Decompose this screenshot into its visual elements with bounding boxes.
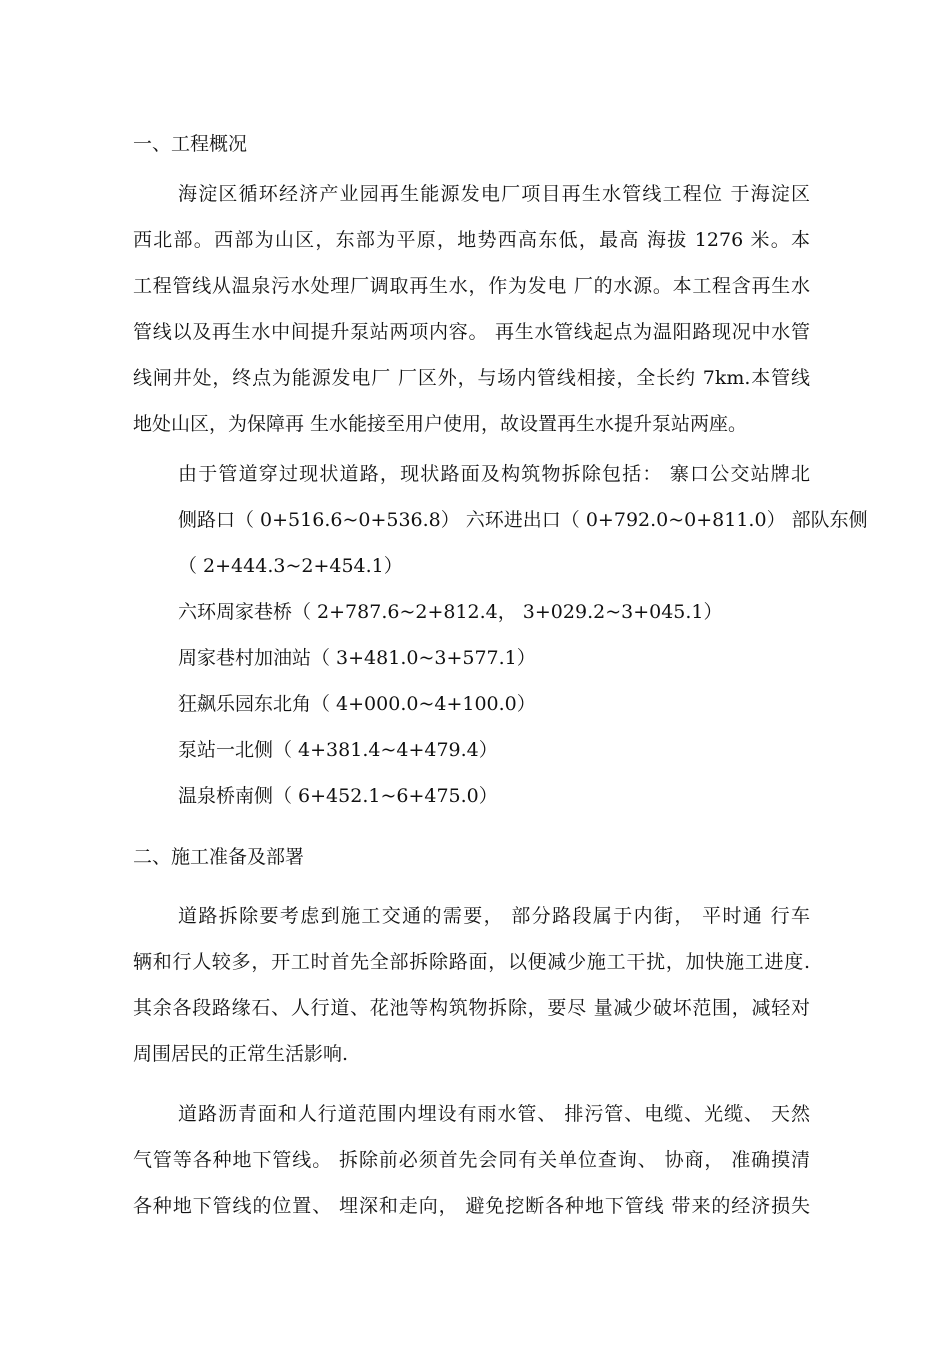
paragraph-line: 管线以及再生水中间提升泵站两项内容。 再生水管线起点为温阳路现况中水管 — [133, 321, 810, 343]
paragraph-line: 辆和行人较多，开工时首先全部拆除路面，以便减少施工干扰，加快施工进度. — [133, 951, 810, 973]
paragraph-line: 工程管线从温泉污水处理厂调取再生水，作为发电 厂的水源。本工程含再生水 — [133, 275, 810, 297]
list-item: 温泉桥南侧（ 6+452.1~6+475.0） — [178, 785, 498, 807]
paragraph-line: 地处山区，为保障再 生水能接至用户使用，故设置再生水提升泵站两座。 — [133, 413, 748, 435]
paragraph-line: 海淀区循环经济产业园再生能源发电厂项目再生水管线工程位 于海淀区 — [178, 183, 810, 205]
paragraph-line: 侧路口（ 0+516.6~0+536.8） 六环进出口（ 0+792.0~0+811.0） 部队东侧 — [178, 509, 868, 531]
list-item: 六环周家巷桥（ 2+787.6~2+812.4， 3+029.2~3+045.1） — [178, 601, 723, 623]
list-item: 周家巷村加油站（ 3+481.0~3+577.1） — [178, 647, 536, 669]
section-heading-1: 一、工程概况 — [133, 133, 248, 155]
paragraph-line: 道路拆除要考虑到施工交通的需要， 部分路段属于内街， 平时通 行车 — [178, 905, 810, 927]
paragraph-line: （ 2+444.3~2+454.1） — [178, 555, 403, 577]
paragraph-line: 其余各段路缘石、人行道、花池等构筑物拆除，要尽 量减少破坏范围，减轻对 — [133, 997, 810, 1019]
list-item: 泵站一北侧（ 4+381.4~4+479.4） — [178, 739, 498, 761]
paragraph-line: 道路沥青面和人行道范围内埋设有雨水管、 排污管、电缆、光缆、 天然 — [178, 1103, 810, 1125]
paragraph-line: 各种地下管线的位置、 埋深和走向， 避免挖断各种地下管线 带来的经济损失 — [133, 1195, 810, 1217]
section-heading-2: 二、施工准备及部署 — [133, 846, 305, 868]
paragraph-line: 由于管道穿过现状道路，现状路面及构筑物拆除包括： 寨口公交站牌北 — [178, 463, 810, 485]
list-item: 狂飙乐园东北角（ 4+000.0~4+100.0） — [178, 693, 536, 715]
paragraph-line: 周围居民的正常生活影响. — [133, 1043, 349, 1065]
paragraph-line: 西北部。西部为山区，东部为平原，地势西高东低，最高 海拔 1276 米。本 — [133, 229, 810, 251]
paragraph-line: 线闸井处，终点为能源发电厂 厂区外，与场内管线相接，全长约 7km.本管线 — [133, 367, 810, 389]
paragraph-line: 气管等各种地下管线。 拆除前必须首先会同有关单位查询、 协商， 准确摸清 — [133, 1149, 810, 1171]
